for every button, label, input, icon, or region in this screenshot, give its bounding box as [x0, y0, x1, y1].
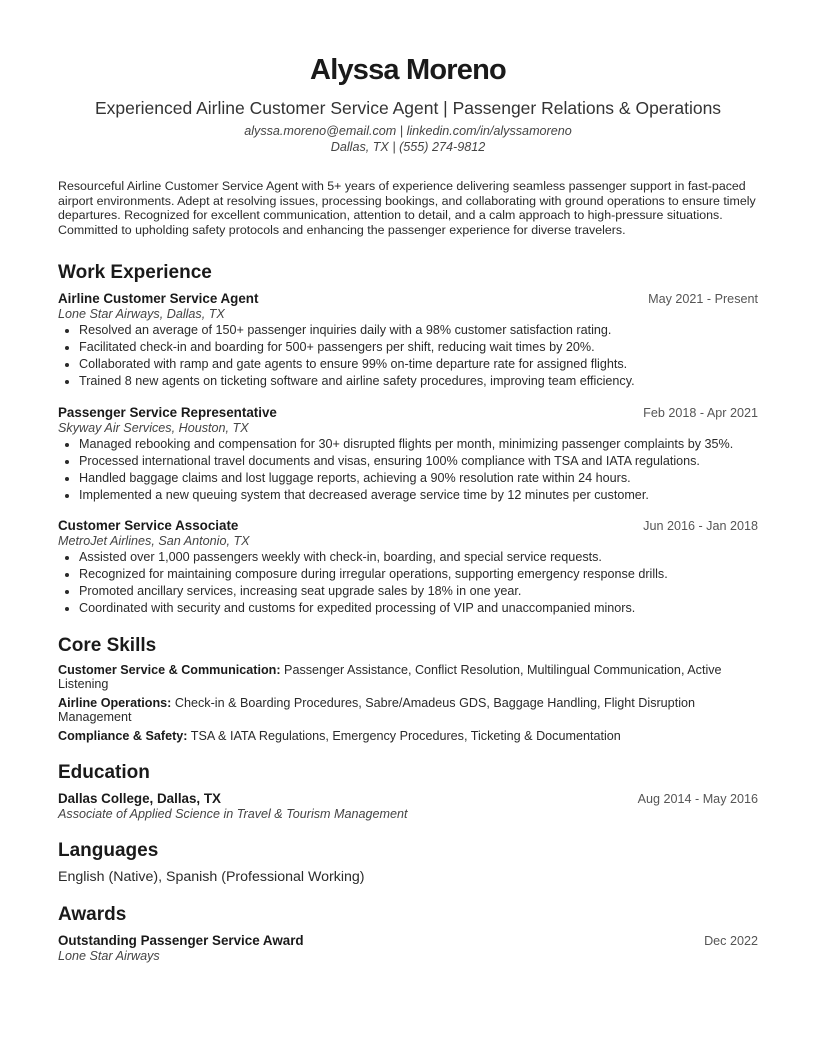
bullet-item: • Promoted ancillary services, increasing seat upgrade sales by 18% in one year. — [79, 584, 758, 599]
contact-info — [58, 124, 758, 155]
job-entry — [58, 291, 758, 389]
job-entry — [58, 518, 758, 616]
job-title: Customer Service Associate — [58, 518, 239, 534]
section-title-work-experience: Work Experience — [58, 262, 212, 284]
contact-line-email-linkedin: alyssa.moreno@email.com | linkedin.com/in/alyssamoreno — [244, 124, 572, 138]
skill-line — [58, 663, 758, 692]
bullet-item: • Trained 8 new agents on ticketing software and airline safety procedures, improving team efficiency. — [79, 374, 758, 389]
job-title: Airline Customer Service Agent — [58, 291, 259, 307]
contact-line-location-phone: Dallas, TX | (555) 274-9812 — [330, 139, 486, 154]
job-title: Passenger Service Representative — [58, 404, 277, 420]
bullet-item: • Collaborated with ramp and gate agents to ensure 99% on-time departure rate for assigned flights. — [79, 357, 758, 372]
job-bullets — [58, 437, 758, 503]
job-company: MetroJet Airlines, San Antonio, TX — [58, 534, 250, 549]
bullet-item: • Managed rebooking and compensation for 30+ disrupted flights per month, minimizing passenger complaints by 35%. — [79, 437, 758, 452]
section-title-awards: Awards — [58, 904, 127, 926]
core-skills-section — [58, 634, 758, 744]
education-section — [58, 761, 758, 823]
job-company: Lone Star Airways, Dallas, TX — [58, 307, 225, 322]
bullet-item: • Handled baggage claims and lost luggage reports, achieving a 90% resolution rate within 24 hours. — [79, 471, 758, 486]
work-experience-section — [58, 261, 758, 616]
skill-values: TSA & IATA Regulations, Emergency Procedures, Ticketing & Documentation — [190, 728, 621, 743]
award-organization: Lone Star Airways — [58, 949, 160, 964]
skill-values: Check-in & Boarding Procedures, Sabre/Amadeus GDS, Baggage Handling, Flight Disruption Management — [58, 695, 695, 725]
bullet-item: • Implemented a new queuing system that decreased average service time by 12 minutes per customer. — [79, 488, 758, 503]
skill-category: Airline Operations: — [58, 695, 172, 710]
bullet-item: • Recognized for maintaining composure during irregular operations, supporting emergency response drills. — [79, 567, 758, 582]
section-title-languages: Languages — [58, 840, 159, 862]
section-title-education: Education — [58, 762, 150, 784]
skill-values: Passenger Assistance, Conflict Resolution, Multilingual Communication, Active Listening — [58, 662, 722, 692]
bullet-item: • Processed international travel documents and visas, ensuring 100% compliance with TSA and IATA regulations. — [79, 454, 758, 469]
job-date: Jun 2016 - Jan 2018 — [643, 519, 758, 534]
job-entry — [58, 405, 758, 503]
bullet-item: • Coordinated with security and customs for expedited processing of VIP and unaccompanied minors. — [79, 601, 758, 616]
job-company: Skyway Air Services, Houston, TX — [58, 420, 249, 435]
education-date: Aug 2014 - May 2016 — [637, 792, 758, 807]
job-bullets — [58, 550, 758, 616]
bullet-item: • Resolved an average of 150+ passenger inquiries daily with a 98% customer satisfaction rating. — [79, 323, 758, 338]
languages-section — [58, 839, 758, 885]
award-date: Dec 2022 — [704, 934, 758, 949]
candidate-name: Alyssa Moreno — [310, 54, 506, 86]
bullet-item: • Assisted over 1,000 passengers weekly with check-in, boarding, and special service requests. — [79, 550, 758, 565]
degree-name: Associate of Applied Science in Travel & Tourism Management — [58, 807, 408, 822]
skill-category: Customer Service & Communication: — [58, 662, 281, 677]
section-title-core-skills: Core Skills — [58, 634, 157, 656]
candidate-headline: Experienced Airline Customer Service Agent | Passenger Relations & Operations — [94, 98, 722, 118]
school-name: Dallas College, Dallas, TX — [58, 791, 221, 807]
job-bullets — [58, 323, 758, 389]
job-date: May 2021 - Present — [648, 292, 758, 307]
bullet-item: • Facilitated check-in and boarding for 500+ passengers per shift, reducing wait times by 20%. — [79, 340, 758, 355]
award-name: Outstanding Passenger Service Award — [58, 933, 304, 949]
awards-section — [58, 903, 758, 965]
skill-line — [58, 729, 758, 744]
skill-category: Compliance & Safety: — [58, 728, 188, 743]
skill-line — [58, 696, 758, 725]
summary-paragraph: Resourceful Airline Customer Service Agent with 5+ years of experience delivering seamless passenger support in fast-paced airport environments. Adept at resolving issues, processing bookings, and collaborating with ground operations to ensure timely departures. Recognized for excellent communication, attention to detail, and a calm approach to high-pressure situations. Committed to upholding safety protocols and enhancing the passenger experience for diverse travelers. — [58, 179, 756, 237]
job-date: Feb 2018 - Apr 2021 — [643, 405, 758, 420]
languages-text: English (Native), Spanish (Professional Working) — [58, 869, 365, 886]
